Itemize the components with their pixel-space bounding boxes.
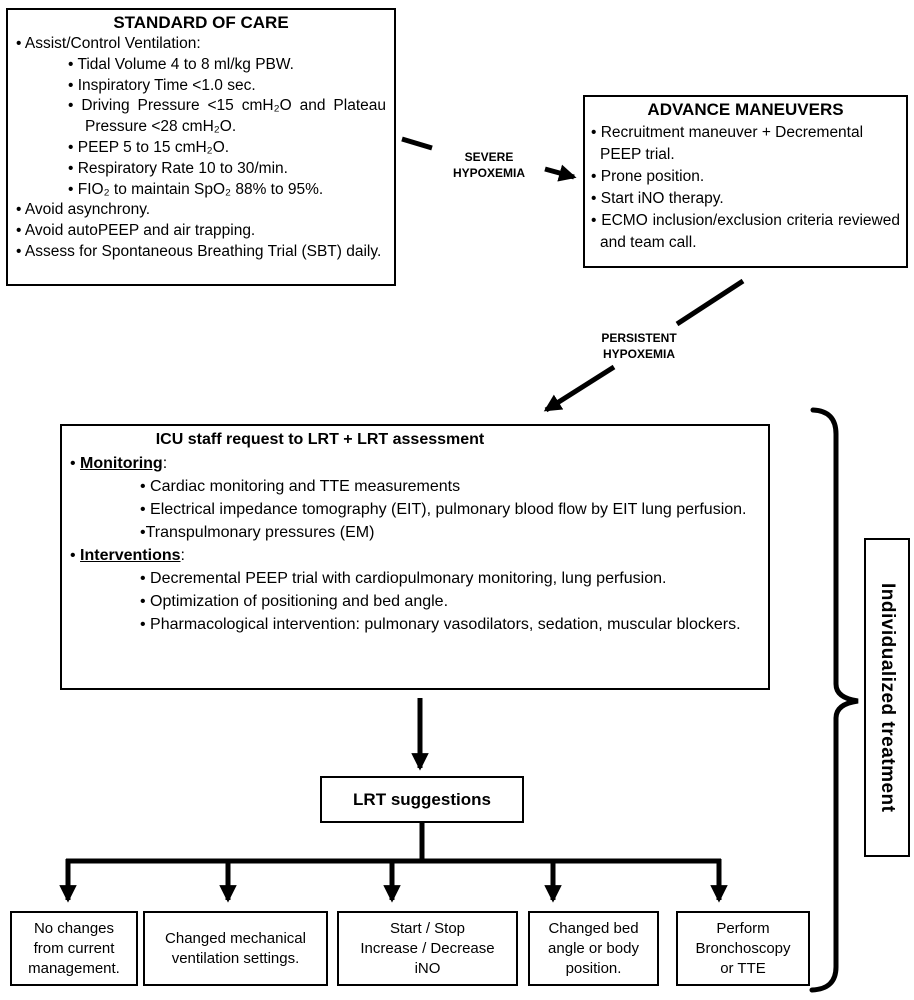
arrow-persistent-to-icu [546,367,614,410]
outcome-line: or TTE [720,959,766,977]
colon: : [162,455,168,472]
list-item: • Recruitment maneuver + Decremental PEEP trial. [591,124,864,163]
list-item: • Electrical impedance tomography (EIT), pulmonary blood flow by EIT lung perfusion. [140,501,747,518]
list-item: • Respiratory Rate 10 to 30/min. [68,159,288,177]
label-line: PERSISTENT [601,331,677,345]
outcome-line: No changes [33,919,115,937]
outcome-line: Start / Stop [389,919,466,937]
list-item: • Decremental PEEP trial with cardiopulmonary monitoring, lung perfusion. [140,570,667,587]
label-line: SEVERE [464,150,514,164]
line-advance-to-persistent [677,281,743,324]
list-item: • FIO₂ to maintain SpO₂ 88% to 95%. [68,180,324,198]
list-item: • Optimization of positioning and bed angle. [140,593,449,610]
outcome-line: position. [565,959,622,977]
outcome-line: from current [33,939,115,957]
list-item: • Assist/Control Ventilation: [16,35,201,52]
bullet: • [70,455,81,472]
lrt-suggestions-box [320,776,524,823]
outcome-box-bed-angle [528,911,659,986]
list-item: • Avoid autoPEEP and air trapping. [16,222,256,240]
outcome-line: ventilation settings. [171,949,300,967]
outcome-line: Perform [716,919,770,937]
list-item: • Start iNO therapy. [591,190,724,207]
bullet: • [70,547,81,564]
severe-hypoxemia-label [437,149,541,181]
icu-lrt-assessment-box [60,424,770,690]
outcome-line: Changed bed [548,919,639,937]
interventions-heading [70,544,760,567]
list-item: • Assess for Spontaneous Breathing Trial (SBT) daily. [16,242,382,260]
arrow-severe-to-advance [545,169,574,177]
outcome-line: iNO [414,959,441,977]
advance-maneuvers-box [583,95,908,268]
standard-of-care-box [6,8,396,286]
lrt-suggestions-title: LRT suggestions [353,789,491,809]
outcome-line: Bronchoscopy [695,939,791,957]
outcome-box-bronchoscopy-tte [676,911,810,986]
persistent-hypoxemia-label [589,330,689,362]
list-item: • Tidal Volume 4 to 8 ml/kg PBW. [68,55,294,73]
outcome-box-ino [337,911,518,986]
outcome-line: management. [28,959,120,977]
icu-lrt-assessment-title: ICU staff request to LRT + LRT assessment [155,431,485,448]
individualized-treatment-box [864,538,910,857]
standard-of-care-title: STANDARD OF CARE [113,13,289,32]
line-standard-to-severe [402,139,432,148]
outcome-box-no-changes [10,911,138,986]
outcome-line: Increase / Decrease [360,939,495,957]
monitoring-label: Monitoring [80,455,163,472]
label-line: HYPOXEMIA [602,347,675,361]
outcome-box-ventilation-settings [143,911,328,986]
individualized-treatment-brace [812,410,858,990]
colon: : [180,547,185,564]
individualized-treatment-label: Individualized treatment [877,582,898,813]
interventions-label: Interventions [80,547,181,564]
outcome-line: angle or body [548,939,639,957]
list-item: • Pharmacological intervention: pulmonary vasodilators, sedation, muscular blockers. [140,616,741,633]
monitoring-heading [70,452,760,475]
advance-maneuvers-title: ADVANCE MANEUVERS [647,100,844,119]
outcome-line: Changed mechanical [165,929,306,947]
list-item: • ECMO inclusion/exclusion criteria reviewed and team call. [591,212,900,251]
list-item: • Avoid asynchrony. [16,201,151,219]
list-item: •Transpulmonary pressures (EM) [140,524,375,541]
list-item: • Driving Pressure <15 cmH₂O and Plateau Pressure <28 cmH₂O. [68,97,386,136]
list-item: • Prone position. [591,168,705,185]
list-item: • Cardiac monitoring and TTE measurements [140,478,461,495]
list-item: • Inspiratory Time <1.0 sec. [68,76,256,94]
list-item: • PEEP 5 to 15 cmH₂O. [68,138,230,156]
label-line: HYPOXEMIA [452,166,525,180]
